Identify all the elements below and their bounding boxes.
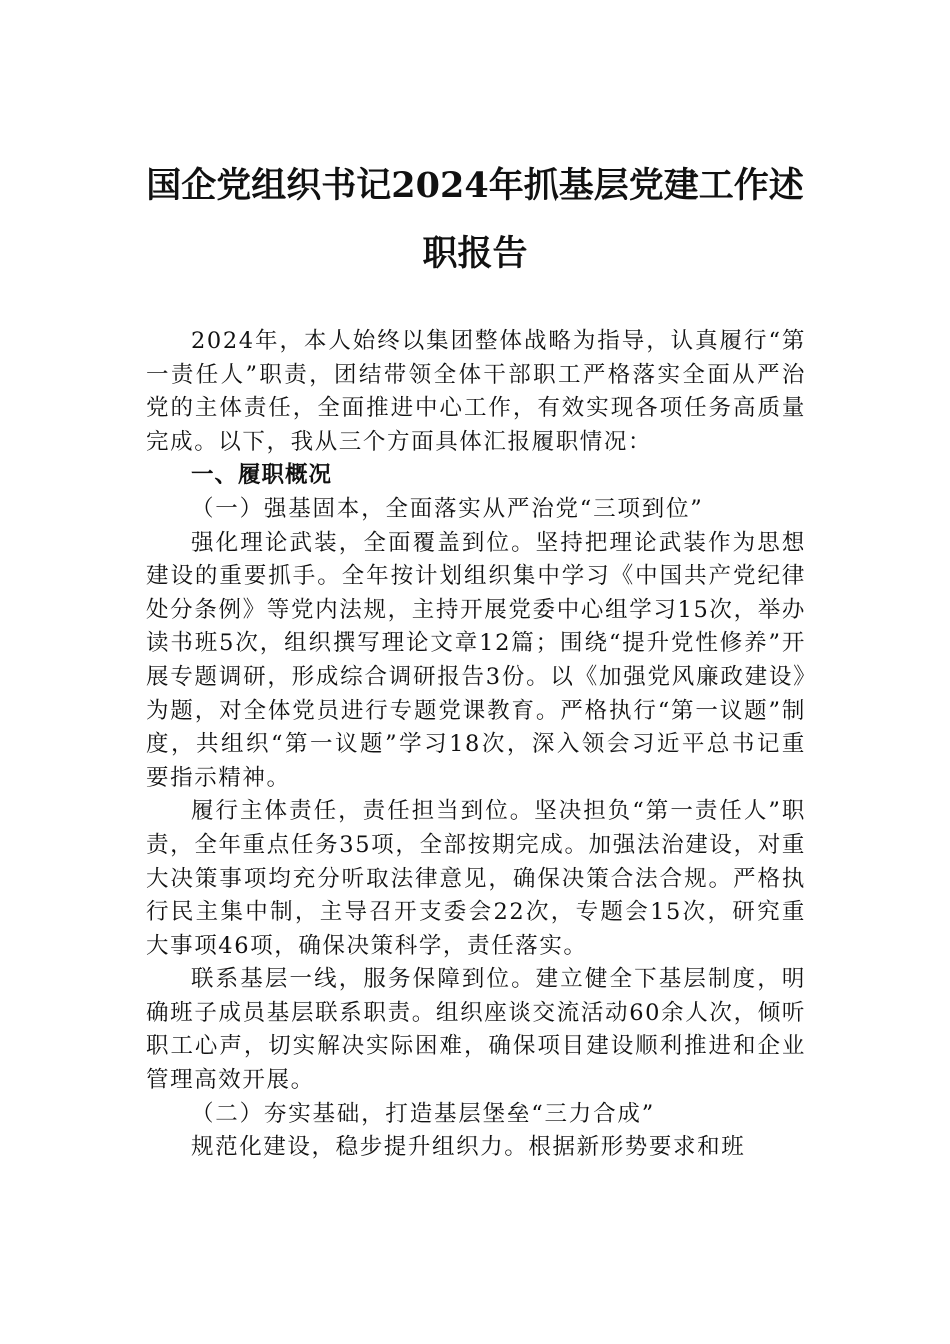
document-body (146, 325, 806, 1165)
document-title-line-1: 国企党组织书记2024年抓基层党建工作述 (146, 165, 804, 206)
body-paragraph: 强化理论武装，全面覆盖到位。坚持把理论武装作为思想建设的重要抓手。全年按计划组织集中学习《中国共产党纪律处分条例》等党内法规，主持开展党委中心组学习15次，举办读书班5次，组织撰写理论文章12篇；围绕“提升党性修养”开展专题调研，形成综合调研报告3份。以《加强党风廉政建设》为题，对全体党员进行专题党课教育。严格执行“第一议题”制度，共组织“第一议题”学习18次，深入领会习近平总书记重要指示精神。 (146, 529, 806, 791)
body-paragraph: 联系基层一线，服务保障到位。建立健全下基层制度，明确班子成员基层联系职责。组织座谈交流活动60余人次，倾听职工心声，切实解决实际困难，确保项目建设顺利推进和企业管理高效开展。 (146, 966, 806, 1094)
document-title-line-2: 职报告 (422, 233, 528, 274)
subsection-heading-1: （一）强基固本，全面落实从严治党“三项到位” (191, 495, 704, 522)
section-heading-1: 一、履职概况 (191, 462, 333, 489)
body-paragraph: 规范化建设，稳步提升组织力。根据新形势要求和班 (191, 1134, 746, 1161)
body-paragraph: 履行主体责任，责任担当到位。坚决担负“第一责任人”职责，全年重点任务35项，全部按期完成。加强法治建设，对重大决策事项均充分听取法律意见，确保决策合法合规。严格执行民主集中制，主导召开支委会22次，专题会15次，研究重大事项46项，确保决策科学，责任落实。 (146, 798, 806, 959)
intro-paragraph: 2024年，本人始终以集团整体战略为指导，认真履行“第一责任人”职责，团结带领全体干部职工严格落实全面从严治党的主体责任，全面推进中心工作，有效实现各项任务高质量完成。以下，我从三个方面具体汇报履职情况： (146, 328, 806, 455)
subsection-heading-2: （二）夯实基础，打造基层堡垒“三力合成” (191, 1100, 656, 1127)
